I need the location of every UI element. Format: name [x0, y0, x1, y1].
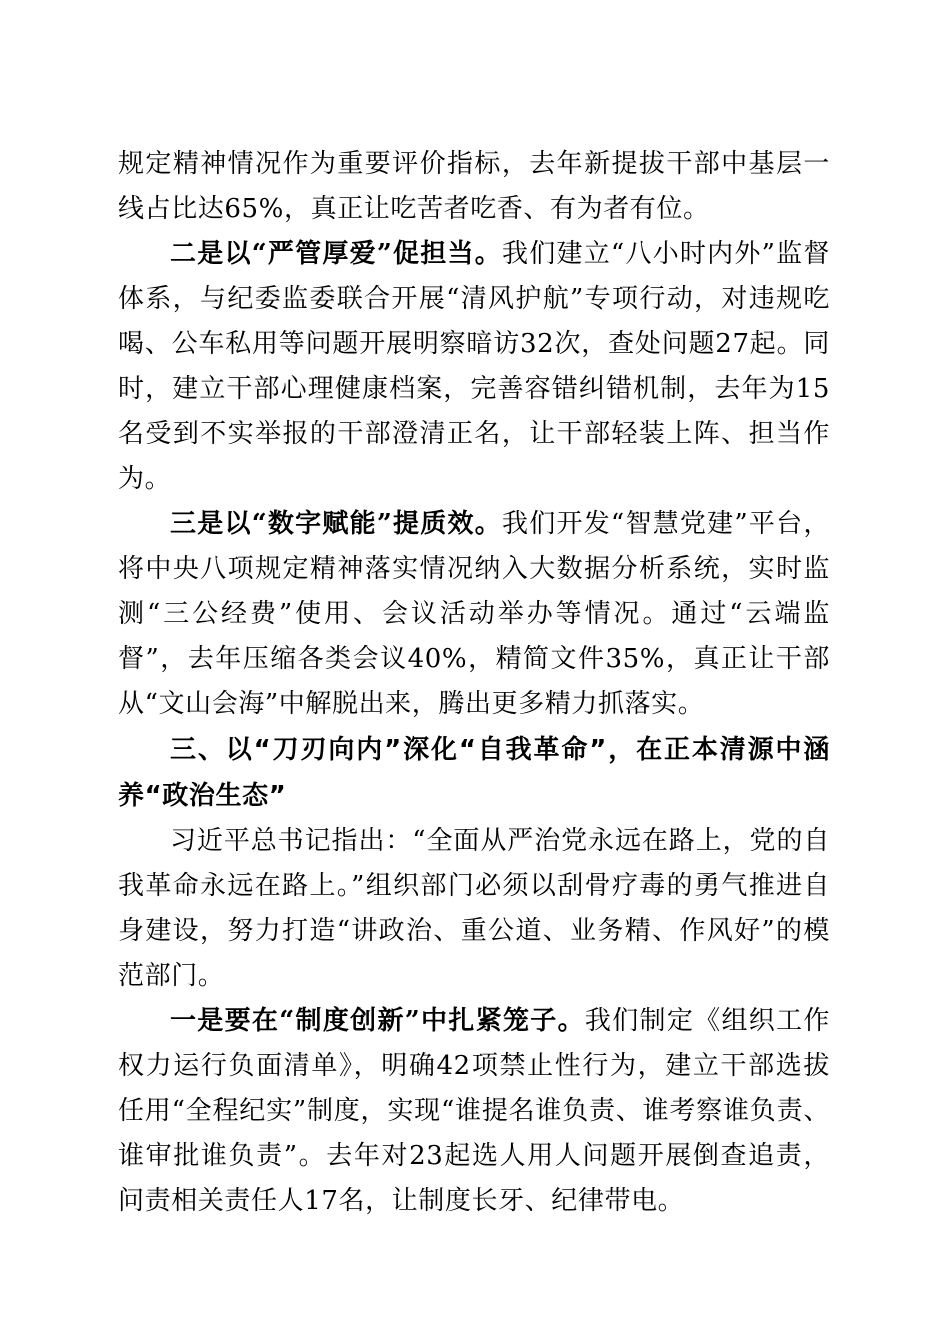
paragraph-text: 我们开发“智慧党建”平台，将中央八项规定精神落实情况纳入大数据分析系统，实时监测“三公经费”使用、会议活动举办等情况。通过“云端监督”，去年压缩各类会议40%，精简文件35%，真正让干部从“文山会海”中解脱出来，腾出更多精力抓落实。: [118, 509, 830, 719]
paragraph-digital-empowerment: [118, 502, 830, 727]
paragraph-continuation: [118, 142, 830, 232]
paragraph-quote: [118, 819, 830, 999]
document-body: [118, 142, 830, 1224]
paragraph-text: 我们建立“八小时内外”监督体系，与纪委监委联合开展“清风护航”专项行动，对违规吃喝、公车私用等问题开展明察暗访32次，查处问题27起。同时，建立干部心理健康档案，完善容错纠错机制，去年为15名受到不实举报的干部澄清正名，让干部轻装上阵、担当作为。: [118, 239, 830, 494]
paragraph-lead: 三是以“数字赋能”提质效。: [170, 509, 502, 539]
paragraph-lead: 一是要在“制度创新”中扎紧笼子。: [170, 1006, 585, 1036]
paragraph-strict-management: [118, 232, 830, 502]
section-heading: 三、以“刀刃向内”深化“自我革命”，在正本清源中涵养“政治生态”: [118, 735, 830, 811]
paragraph-institutional-innovation: [118, 999, 830, 1224]
paragraph-lead: 二是以“严管厚爱”促担当。: [170, 239, 502, 269]
paragraph-text: 规定精神情况作为重要评价指标，去年新提拔干部中基层一线占比达65%，真正让吃苦者吃香、有为者有位。: [118, 149, 830, 224]
paragraph-text: 习近平总书记指出：“全面从严治党永远在路上，党的自我革命永远在路上。”组织部门必须以刮骨疗毒的勇气推进自身建设，努力打造“讲政治、重公道、业务精、作风好”的模范部门。: [118, 826, 830, 991]
paragraph-text: 我们制定《组织工作权力运行负面清单》，明确42项禁止性行为，建立干部选拔任用“全程纪实”制度，实现“谁提名谁负责、谁考察谁负责、谁审批谁负责”。去年对23起选人用人问题开展倒查追责，问责相关责任人17名，让制度长牙、纪律带电。: [118, 1006, 830, 1216]
